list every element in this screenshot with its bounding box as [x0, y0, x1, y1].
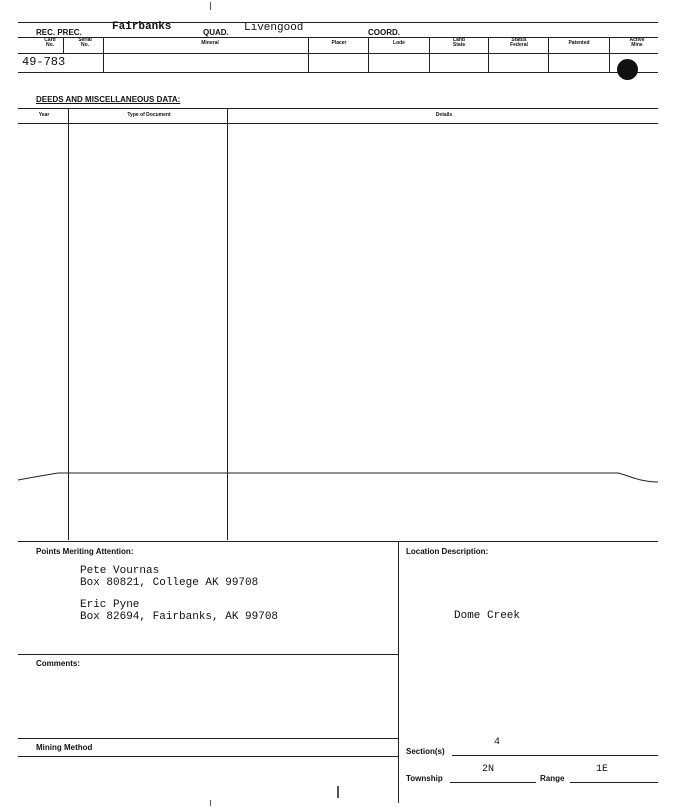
card-no-value: 49-783 — [22, 55, 66, 69]
col-land-state: Land State — [452, 37, 466, 48]
comments-label: Comments: — [36, 659, 81, 668]
divider-card-serial — [63, 37, 64, 53]
comments-rule — [18, 654, 398, 655]
col-mineral: Mineral — [201, 40, 219, 46]
col-active-mine: Active Mine — [629, 37, 645, 48]
deeds-head-rule — [18, 123, 658, 124]
col-status-federal: Status Federal — [510, 37, 528, 48]
mining-method-rule — [18, 738, 398, 739]
section-value: 4 — [494, 737, 501, 748]
divider-land — [429, 37, 430, 72]
col-type-of-document: Type of Document — [127, 112, 171, 118]
contact-1-name: Pete Vournas — [80, 565, 160, 577]
coord-label: COORD. — [368, 28, 400, 37]
township-line — [450, 782, 536, 783]
range-value: 1E — [596, 764, 609, 775]
col-details: Details — [435, 112, 453, 118]
contact-2-name: Eric Pyne — [80, 599, 140, 611]
location-label: Location Description: — [406, 547, 489, 556]
page-fold-line — [0, 462, 678, 492]
col-card-no: Card No. — [44, 37, 56, 48]
quad-value: Livengood — [244, 22, 304, 34]
rec-prec-label: REC. PREC. — [36, 28, 82, 37]
scan-mark — [210, 2, 211, 10]
quad-label: QUAD. — [203, 28, 229, 37]
section-label: Section(s) — [406, 747, 445, 756]
township-value: 2N — [482, 764, 495, 775]
col-year: Year — [38, 112, 50, 118]
record-bottom-rule — [18, 72, 658, 73]
deeds-bottom-rule — [18, 541, 658, 542]
active-mine-marker — [617, 59, 638, 80]
divider-active — [609, 37, 610, 72]
rec-prec-value: Fairbanks — [112, 21, 172, 33]
contact-1-address: Box 80821, College AK 99708 — [80, 577, 259, 589]
deeds-title: DEEDS AND MISCELLANEOUS DATA: — [36, 95, 181, 104]
col-serial-no: Serial No. — [78, 37, 92, 48]
divider-mineral — [103, 37, 104, 72]
scan-mark — [210, 800, 211, 806]
section-line — [452, 755, 658, 756]
range-label: Range — [540, 774, 565, 783]
header-rule — [18, 37, 658, 38]
bottom-center-divider — [398, 541, 399, 803]
scan-mark — [337, 786, 339, 798]
mining-method-line — [18, 756, 398, 757]
divider-placer — [308, 37, 309, 72]
mining-method-label: Mining Method — [36, 743, 93, 752]
points-label: Points Meriting Attention: — [36, 547, 134, 556]
contact-2-address: Box 82694, Fairbanks, AK 99708 — [80, 611, 279, 623]
colhead-rule — [18, 53, 658, 54]
township-label: Township — [406, 774, 443, 783]
divider-lode — [368, 37, 369, 72]
divider-patented — [548, 37, 549, 72]
col-lode: Lode — [393, 40, 405, 46]
col-placer: Placer — [331, 40, 347, 46]
range-line — [570, 782, 658, 783]
deeds-top-rule — [18, 108, 658, 109]
divider-status — [488, 37, 489, 72]
col-patented: Patented — [568, 40, 590, 46]
location-value: Dome Creek — [454, 610, 521, 622]
